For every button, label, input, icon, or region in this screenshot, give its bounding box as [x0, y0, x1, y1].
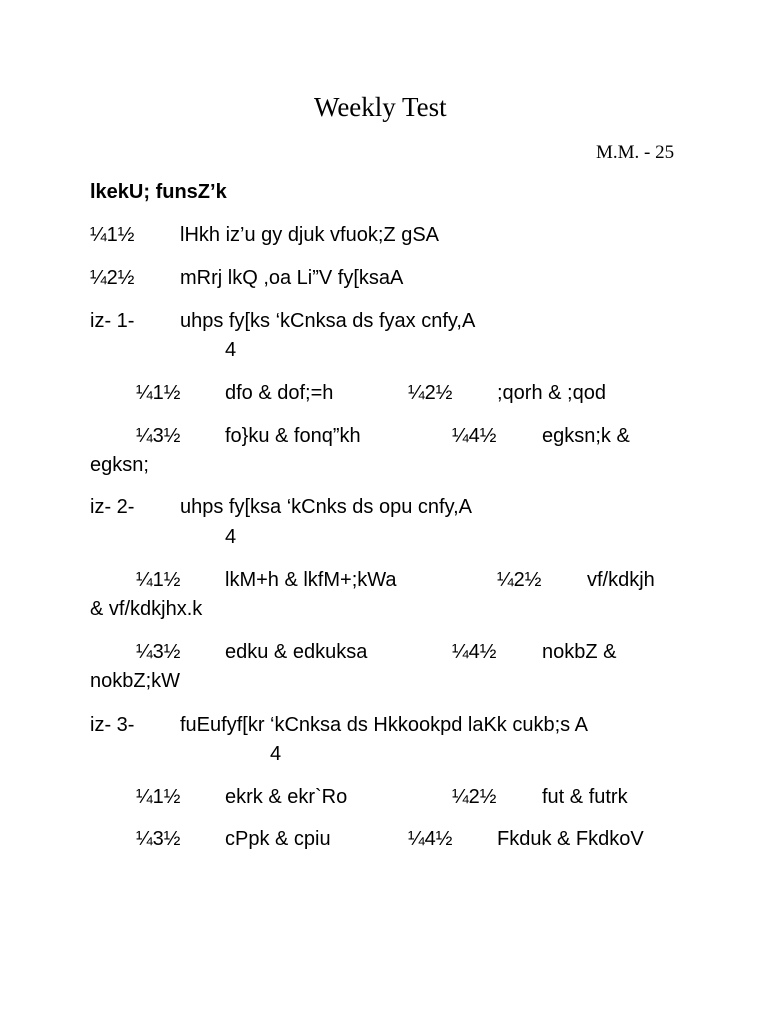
instruction-number: ¼1½	[90, 224, 135, 246]
question-text: uhps fy[ks ‘kCnksa ds fyax cnfy,A	[180, 310, 476, 332]
instruction-text: lHkh iz’u gy djuk vfuok;Z gSA	[180, 224, 439, 246]
item-text: ;qorh & ;qod	[497, 382, 606, 404]
item-number: ¼4½	[452, 641, 497, 663]
item-text: nokbZ &	[542, 641, 617, 663]
item-text-continuation: nokbZ;kW	[90, 670, 181, 692]
question-label: iz- 2-	[90, 496, 135, 518]
question-marks: 4	[270, 743, 282, 765]
item-text: vf/kdkjh	[587, 569, 655, 591]
item-number: ¼1½	[136, 569, 181, 591]
question-marks: 4	[225, 339, 237, 361]
item-number: ¼3½	[136, 641, 181, 663]
instructions-heading: lkekU; funsZ’k	[90, 181, 227, 203]
item-number: ¼2½	[452, 786, 497, 808]
page-title: Weekly Test	[314, 92, 447, 122]
item-text-continuation: egksn;	[90, 454, 149, 476]
item-text: dfo & dof;=h	[225, 382, 334, 404]
item-text: lkM+h & lkfM+;kWa	[225, 569, 397, 591]
item-text: edku & edkuksa	[225, 641, 368, 663]
item-number: ¼4½	[452, 425, 497, 447]
item-text: fut & futrk	[542, 786, 628, 808]
item-number: ¼1½	[136, 382, 181, 404]
item-number: ¼3½	[136, 425, 181, 447]
item-number: ¼4½	[408, 828, 453, 850]
item-text: Fkduk & FkdkoV	[497, 828, 644, 850]
item-number: ¼2½	[408, 382, 453, 404]
question-marks: 4	[225, 526, 237, 548]
instruction-text: mRrj lkQ ,oa Li”V fy[ksaA	[180, 267, 404, 289]
instruction-number: ¼2½	[90, 267, 135, 289]
item-text: fo}ku & fonq”kh	[225, 425, 361, 447]
item-number: ¼2½	[497, 569, 542, 591]
item-text: ekrk & ekr`Ro	[225, 786, 348, 808]
question-text: fuEufyf[kr ‘kCnksa ds Hkkookpd laKk cukb;s A	[180, 714, 588, 736]
item-text-continuation: & vf/kdkjhx.k	[90, 598, 203, 620]
item-number: ¼1½	[136, 786, 181, 808]
item-text: cPpk & cpiu	[225, 828, 331, 850]
item-number: ¼3½	[136, 828, 181, 850]
question-label: iz- 1-	[90, 310, 135, 332]
question-label: iz- 3-	[90, 714, 135, 736]
item-text: egksn;k &	[542, 425, 630, 447]
max-marks: M.M. - 25	[596, 142, 675, 163]
question-text: uhps fy[ksa ‘kCnks ds opu cnfy,A	[180, 496, 472, 518]
